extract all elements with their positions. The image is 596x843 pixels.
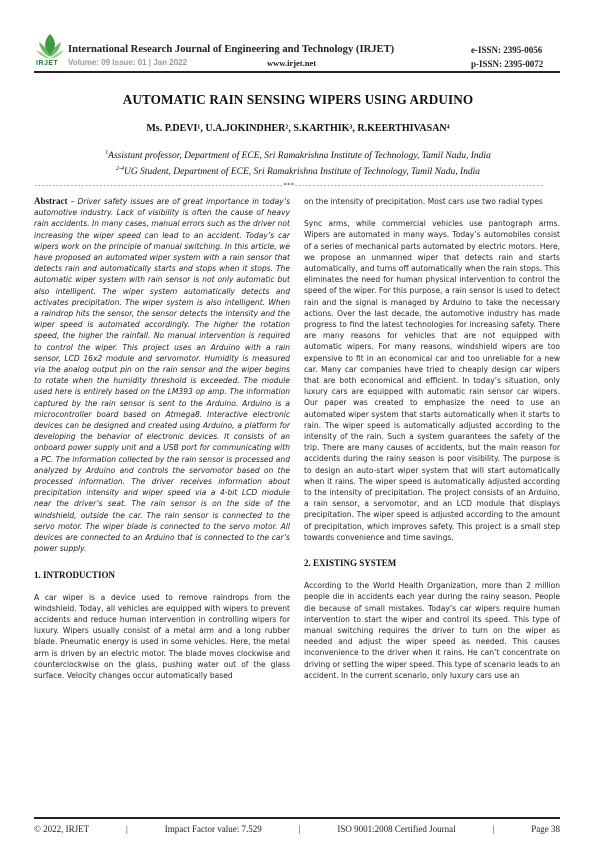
left-column: [34, 196, 290, 692]
affiliation-1: [0, 151, 596, 161]
eissn: e-ISSN: 2395-0056: [471, 45, 543, 55]
volume-issue: Volume: 09 Issue: 01 | Jan 2022: [68, 58, 188, 67]
affiliation-2: [0, 167, 596, 177]
header-rule: [34, 71, 560, 73]
footer-rule: [34, 817, 560, 819]
footer-separator: |: [298, 824, 301, 834]
journal-website-link[interactable]: www.irjet.net: [267, 58, 317, 68]
footer-copyright: © 2022, IRJET: [34, 824, 90, 834]
section-divider: ---------------------------------------------------------------------***---------------------------------------------------------------------: [34, 182, 544, 189]
existing-system-heading: 2. EXISTING SYSTEM: [304, 558, 397, 569]
affiliation-2-marker: 2-4: [115, 165, 124, 172]
footer-iso: ISO 9001:2008 Certified Journal: [337, 824, 456, 834]
introduction-paragraph-cont: on the intensity of precipitation. Most cars use two radial types: [304, 197, 543, 206]
introduction-paragraph: A car wiper is a device used to remove raindrops from the windshield. Today, all vehicles are equipped with wipers to prevent accidents and reduce human intervention in controlling wipers for luxury. Wipers usually consist of a metal arm and a long rubber blade. Pneumatic energy is used in some vehicles. Here, the metal arm is driven by an electric motor. The blade moves clockwise and counterclockwise on the glass, pushing water out of the glass surface. Velocity changes occur automatically based: [34, 592, 290, 680]
footer-separator: |: [492, 824, 495, 834]
footer-separator: |: [126, 824, 128, 834]
affiliation-2-text: UG Student, Department of ECE, Sri Ramakrishna Institute of Technology, Tamil Nadu, India: [123, 167, 481, 177]
abstract-label: Abstract: [34, 196, 68, 206]
logo-text: IRJET: [36, 60, 59, 67]
paper-authors: Ms. P.DEVI¹, U.A.JOKINDHER², S.KARTHIK³, R.KEERTHIVASAN⁴: [146, 123, 450, 134]
footer: [34, 824, 560, 834]
introduction-paragraph-2: Sync arms, while commercial vehicles use pantograph arms. Wipers are automated in many ways. Today’s automobiles consist of a series of mechanical parts automated by electric motors. Here, we propose an unmanned wiper that detects rain and starts automatically, and turns off automatically when the rain stops. This eliminates the need for human physical intervention to control the speed of the wiper. For this purpose, a rain sensor is used to detect rain and the signal is managed by Arduino to take the necessary actions. Over the last decade, the automotive industry has made progress to find the latest technologies for increasing safety. There are many reasons for vehicles that are not equipped with automatic wipers. For many reasons, windshield wipers are too expensive to fit in an economical car and too unreliable for a new car. Many car companies have tried to cheaply design car wipers that are both economical and efficient. In today’s situation, only luxury cars are equipped with automatic rain sensor car wipers. Our paper was created to emphasize the need to use an automated wiper system that starts automatically when it starts to rain. The wiper speed is automatically adjusted according to the intensity of the rain. Such a system guarantees the safety of the trip. There are many causes of accidents, but the main reason for accidents during the rainy season is poor visibility. The purpose is to design an auto-start wiper system that will start automatically when it rains. The wiper speed is automatically adjusted according to the intensity of precipitation. The project consists of an Arduino, a rain sensor, a servomotor, and an LCD module that displays precipitation. The wiper speed is adjusted according to the amount of precipitation, which improves safety. This project is a small step towards convenience and time savings.: [304, 219, 560, 542]
footer-impact-factor: Impact Factor value: 7.529: [164, 824, 262, 834]
journal-title: International Research Journal of Engineering and Technology (IRJET): [68, 44, 395, 55]
affiliation-1-marker: 1: [105, 149, 109, 156]
abstract: [34, 196, 290, 555]
right-column: [304, 196, 560, 692]
pissn: p-ISSN: 2395-0072: [471, 59, 544, 69]
introduction-heading: 1. INTRODUCTION: [34, 569, 116, 580]
affiliation-1-text: Assistant professor, Department of ECE, Sri Ramakrishna Institute of Technology, Tamil Nadu, India: [108, 151, 491, 161]
irjet-logo: [34, 32, 66, 62]
existing-system-paragraph: According to the World Health Organization, more than 2 million people die in accidents each year during the rainy season. People die because of small mistakes. Today’s car wipers require human intervention to start the wiper and control its speed. This type of manual switching requires the driver to turn on the wiper as needed and adjust the wiper speed as needed. This causes inconvenience to the driver when it rains. He can’t concentrate on driving or setting the wiper speed. This type of scenario leads to an accident. In the current scenario, only luxury cars use an: [304, 581, 560, 680]
paper-title: AUTOMATIC RAIN SENSING WIPERS USING ARDUINO: [122, 92, 474, 107]
footer-page-number: Page 38: [531, 824, 560, 834]
abstract-text: – Driver safety issues are of great importance in today’s automotive industry. Lack of visibility is often the cause of heavy rain accidents. In many cases, manual errors such as the driver not increasing the wiper speed can lead to an accident. Today’s car wipers work on the principle of manual switching. In this article, we have proposed an automated wiper system with a rain sensor that detects rain and automatically starts and stops when it stops. The automatic wiper system with rain sensor is not only automatic but also intelligent. The wiper system automatically detects and activates precipitation. The wiper system is also intelligent. When a raindrop hits the sensor, the sensor detects the intensity and the wiper speed is automated accordingly. The higher the rotation speed, the higher the rainfall. No manual intervention is required to control the wiper. This project uses an Arduino with a rain sensor, LCD 16x2 module and servomotor. Humidity is measured via the analog output pin on the rain sensor and the wiper begins to rotate when the humidity threshold is exceeded. The module used here is entirely based on the LM393 op amp. The information captured by the rain sensor is sent to the Arduino. Arduino is a microcontroller board based on Atmega8. Interactive electronic devices can be designed and created using Arduino, a platform for developing the behavior of electronic devices. It consists of an onboard power supply unit and a USB port for communicating with a PC. The information collected by the rain sensor is processed and analyzed by Arduino and controls the servomotor based on the processed information. The driver receives information about precipitation intensity and wiper speed via a 4-bit LCD module near the driver’s seat. The rain sensor is on the side of the windshield, outside the car. The rain sensor is connected to the servo motor. The wiper blade is connected to the servo motor. All devices are connected to an Arduino that is connected to the car’s power supply.: [34, 197, 290, 554]
